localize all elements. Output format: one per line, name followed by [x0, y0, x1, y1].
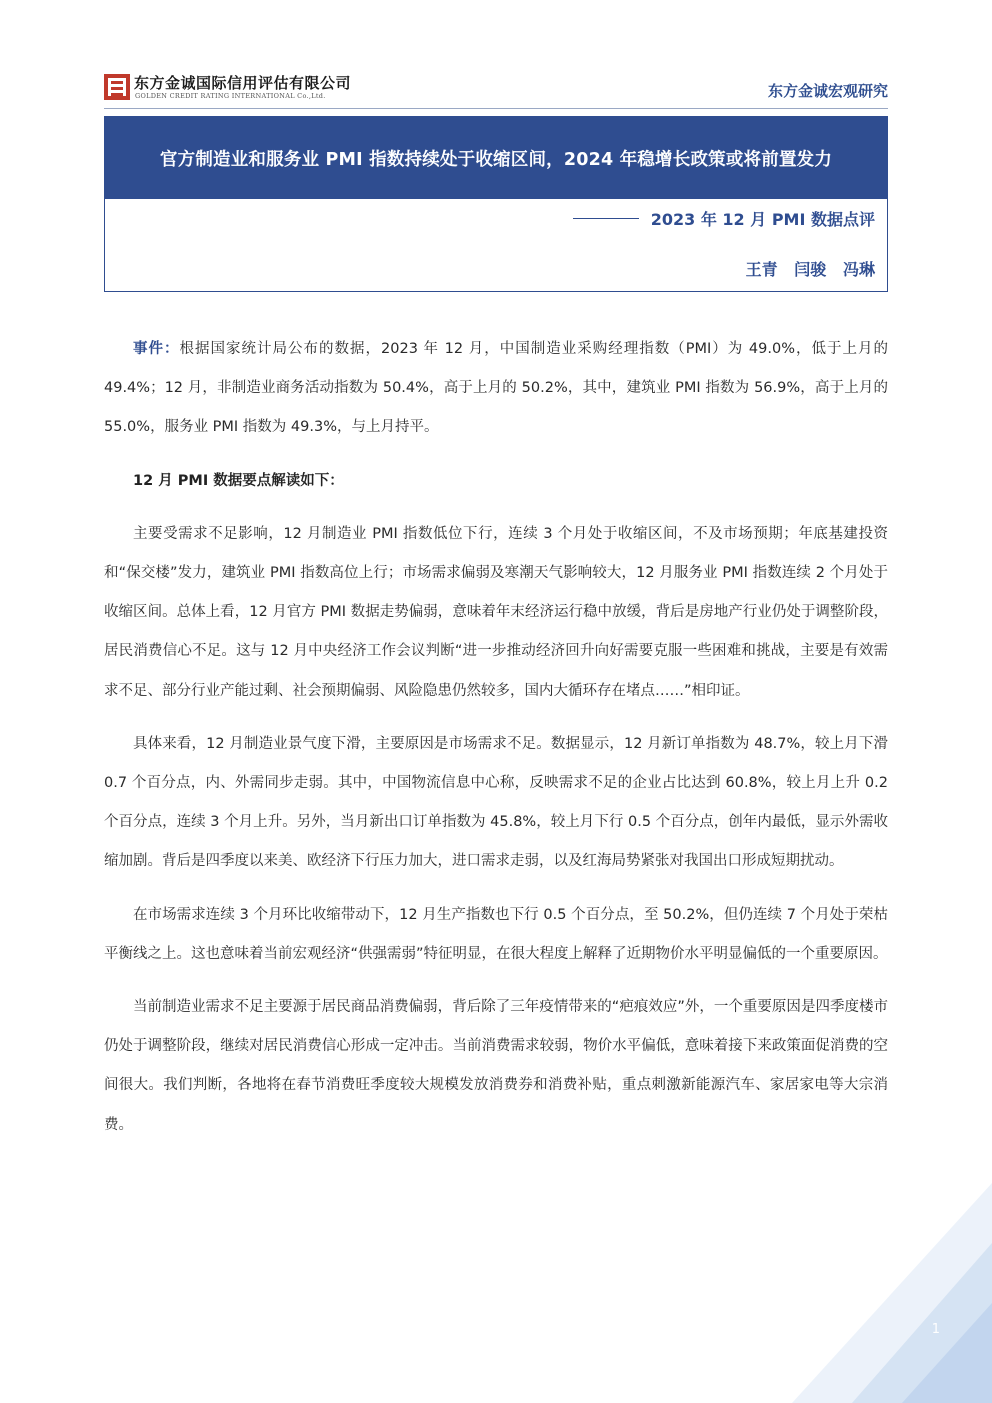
title-box: [104, 116, 888, 292]
authors: 王青 闫骏 冯琳: [745, 260, 875, 279]
company-name-en: GOLDEN CREDIT RATING INTERNATIONAL Co.,Ltd.: [135, 92, 326, 100]
body-paragraph: 具体来看，12 月制造业景气度下滑，主要原因是市场需求不足。数据显示，12 月新订单指数为 48.7%，较上月下滑 0.7 个百分点，内、外需同步走弱。其中，中国物流信息中心称，反映需求不足的企业占比达到 60.8%，较上月上升 0.2 个百分点，连续 3 个月上升。另外，当月新出口订单指数为 45.8%，较上月下行 0.5 个百分点，创年内最低，显示外需收缩加剧。背后是四季度以来美、欧经济下行压力加大，进口需求走弱，以及红海局势紧张对我国出口形成短期扰动。: [104, 735, 888, 870]
section-heading: 12 月 PMI 数据要点解读如下：: [133, 472, 344, 489]
report-body: [104, 330, 888, 1145]
company-logo-icon: [104, 74, 130, 100]
company-name-cn: 东方金诚国际信用评估有限公司: [134, 74, 352, 92]
page-header: [104, 66, 888, 106]
report-title: 官方制造业和服务业 PMI 指数持续处于收缩区间，2024 年稳增长政策或将前置发力: [159, 149, 833, 170]
subtitle-row: [573, 207, 875, 230]
subtitle-dash: [573, 218, 639, 219]
header-divider: [104, 108, 888, 109]
page-number: 1: [931, 1322, 940, 1337]
body-paragraph: 当前制造业需求不足主要源于居民商品消费偏弱，背后除了三年疫情带来的“疤痕效应”外，一个重要原因是四季度楼市仍处于调整阶段，继续对居民消费信心形成一定冲击。当前消费需求较弱，物价水平偏低，意味着接下来政策面促消费的空间很大。我们判断，各地将在春节消费旺季度较大规模发放消费券和消费补贴，重点刺激新能源汽车、家居家电等大宗消费。: [104, 999, 888, 1133]
event-text: 根据国家统计局公布的数据，2023 年 12 月，中国制造业采购经理指数（PMI）为 49.0%，低于上月的 49.4%；12 月，非制造业商务活动指数为 50.4%，高于上月的 50.2%，其中，建筑业 PMI 指数为 56.9%，高于上月的 55.0%，服务业 PMI 指数为 49.3%，与上月持平。: [104, 341, 888, 436]
title-band: [105, 117, 887, 199]
body-paragraph: 在市场需求连续 3 个月环比收缩带动下，12 月生产指数也下行 0.5 个百分点，至 50.2%，但仍连续 7 个月处于荣枯平衡线之上。这也意味着当前宏观经济“供强需弱”特征明显，在很大程度上解释了近期物价水平明显偏低的一个重要原因。: [104, 906, 888, 962]
report-subtitle: 2023 年 12 月 PMI 数据点评: [650, 210, 875, 229]
research-label: 东方金诚宏观研究: [767, 82, 888, 100]
body-paragraph: 主要受需求不足影响，12 月制造业 PMI 指数低位下行，连续 3 个月处于收缩区间，不及市场预期；年底基建投资和“保交楼”发力，建筑业 PMI 指数高位上行；市场需求偏弱及寒潮天气影响较大，12 月服务业 PMI 指数连续 2 个月处于收缩区间。总体上看，12 月官方 PMI 数据走势偏弱，意味着年末经济运行稳中放缓，背后是房地产行业仍处于调整阶段，居民消费信心不足。这与 12 月中央经济工作会议判断“进一步推动经济回升向好需要克服一些困难和挑战，主要是有效需求不足、部分行业产能过剩、社会预期偏弱、风险隐患仍然较多，国内大循环存在堵点……”相印证。: [104, 525, 888, 699]
event-paragraph: [104, 330, 888, 448]
event-label: 事件：: [133, 341, 180, 357]
corner-decoration: [792, 1183, 992, 1403]
